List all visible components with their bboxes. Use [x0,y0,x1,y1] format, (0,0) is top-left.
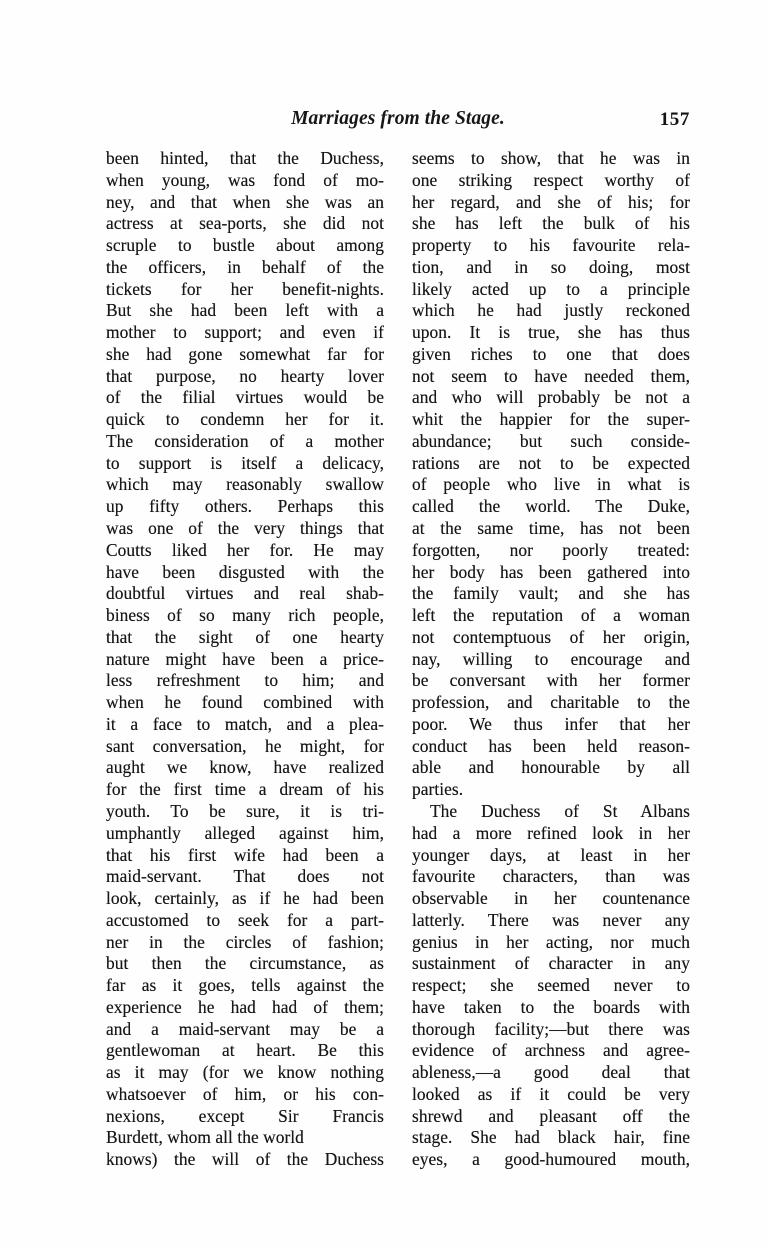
text-line-content: left the reputation of a woman [412,605,690,626]
text-line [412,649,690,671]
page-number: 157 [659,109,690,130]
text-line-content: her regard, and she of his; for [412,191,690,212]
text-line [412,279,690,301]
text-line [106,344,384,366]
text-line-content: scruple to bustle about among [106,235,384,256]
text-line-content: nay, willing to encourage and [412,648,690,669]
text-line-content: poor. We thus infer that her [412,713,690,734]
text-line-content: umphantly alleged against him, [106,822,384,843]
text-line-content: have been disgusted with the [106,561,384,582]
text-line-content: not contemptuous of her origin, [412,626,690,647]
text-line [412,344,690,366]
text-line [106,975,384,997]
text-line-content: able and honourable by all [412,757,690,778]
text-line [106,1019,384,1041]
text-line-content: she has left the bulk of his [412,213,690,234]
text-line [106,213,384,235]
text-line [106,997,384,1019]
text-line [106,453,384,475]
text-line [106,932,384,954]
text-line-content: ableness,—a good deal that [412,1062,690,1083]
text-line [106,714,384,736]
text-line [412,1127,690,1149]
text-line [412,779,690,801]
text-line-content: that purpose, no hearty lover [106,365,384,386]
text-line-content: looked as if it could be very [412,1083,690,1104]
text-line-content: experience he had had of them; [106,996,384,1017]
text-line-content: less refreshment to him; and [106,670,384,691]
text-line [106,736,384,758]
text-line-content: younger days, at least in her [412,844,690,865]
text-line-content: the officers, in behalf of the [106,256,384,277]
text-line [412,213,690,235]
text-line [106,235,384,257]
text-line [106,605,384,627]
text-line-content: be conversant with her former [412,670,690,691]
text-line [412,910,690,932]
text-line [106,409,384,431]
text-line [106,279,384,301]
text-line-content: But she had been left with a [106,300,384,321]
text-line [106,322,384,344]
text-line [106,431,384,453]
text-line [412,845,690,867]
text-line-content: forgotten, nor poorly treated: [412,539,690,560]
text-line-content: upon. It is true, she has thus [412,322,690,343]
text-line [412,1062,690,1084]
text-line-content: had a more refined look in her [412,822,690,843]
text-line-content: profession, and charitable to the [412,692,690,713]
text-line [412,953,690,975]
text-line-content: whit the happier for the super- [412,409,690,430]
text-line-content: her body has been gathered into [412,561,690,582]
text-line-content: and a maid-servant may be a [106,1018,384,1039]
text-line [412,453,690,475]
text-line [412,1019,690,1041]
text-line [412,1084,690,1106]
text-line-content: favourite characters, than was [412,866,690,887]
page-title: Marriages from the Stage. [291,108,505,129]
text-line-content: quick to condemn her for it. [106,409,384,430]
text-line [106,670,384,692]
text-line [106,823,384,845]
text-line-content: for the first time a dream of his [106,779,384,800]
text-line [106,257,384,279]
text-line [106,757,384,779]
text-line [412,975,690,997]
text-line [412,714,690,736]
text-line [412,757,690,779]
text-line-content: doubtful virtues and real shab- [106,583,384,604]
text-line [106,627,384,649]
text-line-content: but then the circumstance, as [106,953,384,974]
text-line [412,888,690,910]
text-line [412,1106,690,1128]
text-line [412,562,690,584]
text-line [106,779,384,801]
text-line-content: tion, and in so doing, most [412,256,690,277]
text-line-content: shrewd and pleasant off the [412,1105,690,1126]
text-line-content: evidence of archness and agree- [412,1040,690,1061]
running-head [106,108,690,138]
text-line [106,387,384,409]
text-line [412,823,690,845]
text-line-content: youth. To be sure, it is tri- [106,800,384,821]
text-line-content: seems to show, that he was in [412,148,690,168]
text-line-content: been hinted, that the Duchess, [106,148,384,168]
text-line-content: gentlewoman at heart. Be this [106,1040,384,1061]
text-line [412,801,690,823]
text-line-content: that the sight of one hearty [106,626,384,647]
text-line [412,1040,690,1062]
text-line [412,496,690,518]
text-line-content: ney, and that when she was an [106,191,384,212]
text-line-content: accustomed to seek for a part- [106,909,384,930]
left-column [106,148,384,1170]
text-line-content: sustainment of character in any [412,953,690,974]
text-line-content: was one of the very things that [106,518,384,539]
text-line [106,801,384,823]
text-line [106,518,384,540]
text-line-content: the family vault; and she has [412,583,690,604]
text-line [106,866,384,888]
text-line [106,562,384,584]
text-line [106,910,384,932]
text-line-content: she had gone somewhat far for [106,343,384,364]
text-line-content: likely acted up to a principle [412,278,690,299]
text-line [106,496,384,518]
text-line [106,1149,384,1171]
text-line [412,322,690,344]
text-line [106,888,384,910]
text-line-content: to support is itself a delicacy, [106,452,384,473]
text-line-content: as it may (for we know nothing [106,1062,384,1083]
text-line-content: mother to support; and even if [106,322,384,343]
text-line-content: The consideration of a mother [106,430,384,451]
text-line-content: parties. [412,779,464,800]
text-line-content: ner in the circles of fashion; [106,931,384,952]
text-line [106,474,384,496]
text-line [106,540,384,562]
text-line-content: which he had justly reckoned [412,300,690,321]
text-line-content: observable in her countenance [412,888,690,909]
text-line-content: latterly. There was never any [412,909,690,930]
text-line-content: at the same time, has not been [412,518,690,539]
text-line-content: biness of so many rich people, [106,605,384,626]
text-line-content: thorough facility;—but there was [412,1018,690,1039]
text-line-content: called the world. The Duke, [412,496,690,517]
text-line-content: given riches to one that does [412,343,690,364]
text-line [106,845,384,867]
text-line-content: nexions, except Sir Francis [106,1105,384,1126]
text-line-content: conduct has been held reason- [412,735,690,756]
text-line [412,605,690,627]
body-columns [106,148,690,1170]
text-line [106,300,384,322]
text-line [106,583,384,605]
text-line [412,670,690,692]
text-line [106,692,384,714]
text-line [412,736,690,758]
text-line [106,649,384,671]
text-line [106,366,384,388]
text-line [412,192,690,214]
text-line-content: when he found combined with [106,692,384,713]
text-line [106,1127,384,1149]
text-line-content: it a face to match, and a plea- [106,713,384,734]
text-line [106,1106,384,1128]
text-line-content: rations are not to be expected [412,452,690,473]
text-line [106,148,384,170]
text-line [106,953,384,975]
text-line [106,170,384,192]
text-line-content: whatsoever of him, or his con- [106,1083,384,1104]
text-line [412,518,690,540]
text-line-content: up fifty others. Perhaps this [106,496,384,517]
text-line [412,387,690,409]
text-line-content: far as it goes, tells against the [106,975,384,996]
text-line-content: when young, was fond of mo- [106,169,384,190]
text-line-content: Coutts liked her for. He may [106,539,384,560]
text-line-content: that his first wife had been a [106,844,384,865]
text-line [412,932,690,954]
text-line-content: tickets for her benefit-nights. [106,278,384,299]
text-line-content: abundance; but such conside- [412,430,690,451]
text-line [412,540,690,562]
text-line [412,170,690,192]
right-column [412,148,690,1170]
text-line-content: eyes, a good-humoured mouth, [412,1149,690,1170]
text-line [412,866,690,888]
text-line [412,409,690,431]
text-line-content: of the filial virtues would be [106,387,384,408]
text-line-content: knows) the will of the Duchess [106,1149,384,1170]
text-line-content: respect; she seemed never to [412,975,690,996]
text-line-content: maid-servant. That does not [106,866,384,887]
text-line [412,1149,690,1171]
text-line-content: actress at sea-ports, she did not [106,213,384,234]
text-line [106,1084,384,1106]
text-line [412,431,690,453]
text-line [412,257,690,279]
text-line-content: look, certainly, as if he had been [106,888,384,909]
text-line-content: nature might have been a price- [106,648,384,669]
text-line [106,1062,384,1084]
text-line [412,148,690,170]
text-line-content: which may reasonably swallow [106,474,384,495]
text-line [412,583,690,605]
text-line [412,235,690,257]
text-line-content: property to his favourite rela- [412,235,690,256]
text-line-content: genius in her acting, nor much [412,931,690,952]
text-line-content: The Duchess of St Albans [430,800,690,821]
text-line-content: aught we know, have realized [106,757,384,778]
text-line-content: of people who live in what is [412,474,690,495]
text-line-content: stage. She had black hair, fine [412,1127,690,1148]
text-line [412,474,690,496]
text-line-content: and who will probably be not a [412,387,690,408]
text-line [106,1040,384,1062]
text-line [106,192,384,214]
text-line-content: not seem to have needed them, [412,365,690,386]
text-line [412,366,690,388]
text-line [412,300,690,322]
text-line [412,997,690,1019]
text-line [412,692,690,714]
text-line-content: sant conversation, he might, for [106,735,384,756]
text-line [412,627,690,649]
text-line-content: one striking respect worthy of [412,169,690,190]
text-line-content: Burdett, whom all the world [106,1127,304,1148]
text-line-content: have taken to the boards with [412,996,690,1017]
